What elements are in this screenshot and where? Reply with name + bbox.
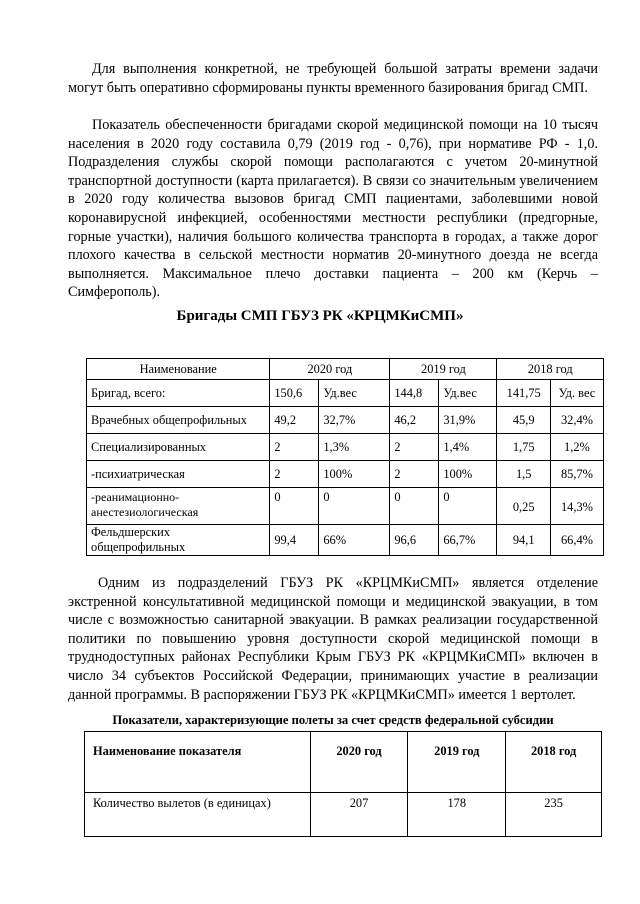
table-row (87, 434, 604, 461)
cell-2020: 150,6 (270, 380, 319, 407)
cell-2019: 2 (390, 461, 439, 488)
header-2018: 2018 год (497, 359, 604, 380)
cell-2019: 0 (390, 488, 439, 525)
cell-2020-share: 100% (319, 461, 390, 488)
cell-2018: 235 (506, 793, 602, 837)
header-2019: 2019 год (408, 732, 506, 793)
cell-2020: 49,2 (270, 407, 319, 434)
cell-2019-share: 1,4% (439, 434, 497, 461)
cell-2018-share: Уд. вес (550, 380, 603, 407)
row-name: Фельдшерских общепрофильных (87, 525, 270, 556)
header-indicator: Наименование показателя (85, 732, 311, 793)
header-2020: 2020 год (310, 732, 408, 793)
cell-2019-share: 100% (439, 461, 497, 488)
row-name: Количество вылетов (в единицах) (85, 793, 311, 837)
cell-2020: 0 (270, 488, 319, 525)
cell-2018: 0,25 (497, 488, 550, 525)
cell-2019-share: 66,7% (439, 525, 497, 556)
row-name: -психиатрическая (87, 461, 270, 488)
cell-2018: 94,1 (497, 525, 550, 556)
cell-2020-share: 32,7% (319, 407, 390, 434)
cell-2020: 207 (310, 793, 408, 837)
table-row (85, 793, 602, 837)
table-header-row (85, 732, 602, 793)
cell-2019-share: 31,9% (439, 407, 497, 434)
cell-2019: 178 (408, 793, 506, 837)
table-row (87, 380, 604, 407)
table-row (87, 461, 604, 488)
table1-title: Бригады СМП ГБУЗ РК «КРЦМКиСМП» (176, 308, 464, 324)
cell-2020: 2 (270, 461, 319, 488)
cell-2019-share: Уд.вес (439, 380, 497, 407)
paragraph-temporary-bases: Для выполнения конкретной, не требующей большой затраты времени задачи могут быть оперативно сформированы пункты временного базирования бригад СМП. (68, 61, 598, 96)
cell-2018-share: 32,4% (550, 407, 603, 434)
cell-2018-share: 1,2% (550, 434, 603, 461)
cell-2019: 96,6 (390, 525, 439, 556)
brigades-table (86, 358, 604, 556)
row-name: Бригад, всего: (87, 380, 270, 407)
cell-2018-share: 85,7% (550, 461, 603, 488)
cell-2019: 144,8 (390, 380, 439, 407)
paragraph-provision-indicator: Показатель обеспеченности бригадами скорой медицинской помощи на 10 тысяч населения в 2020 году составила 0,79 (2019 год - 0,76), при нормативе РФ - 1,0. Подразделения службы скорой помощи располагаются с учетом 20-минутной транспортной доступности (карта прилагается). В связи со значительным увеличением в 2020 году количества вызовов бригад СМП пациентами, заболевшими новой коронавирусной инфекцией, особенностями местности республики (предгорные, горные участки), наличия большого количества транспорта в городах, а также дорог плохого качества в сельской местности норматив 20-минутного доезда не всегда выполняется. Максимальное плечо доставки пациента – 200 км (Керчь – Симферополь). (68, 117, 598, 301)
table-row (87, 407, 604, 434)
cell-2020: 99,4 (270, 525, 319, 556)
cell-2018: 45,9 (497, 407, 550, 434)
row-name: -реанимационно-анестезиологическая (87, 488, 270, 525)
cell-2019: 46,2 (390, 407, 439, 434)
table2-title: Показатели, характеризующие полеты за счет средств федеральной субсидии (112, 713, 554, 727)
cell-2018: 141,75 (497, 380, 550, 407)
header-2020: 2020 год (270, 359, 390, 380)
header-name: Наименование (87, 359, 270, 380)
header-2018: 2018 год (506, 732, 602, 793)
flights-table (84, 731, 602, 837)
cell-2020-share: Уд.вес (319, 380, 390, 407)
header-2019: 2019 год (390, 359, 497, 380)
row-name: Специализированных (87, 434, 270, 461)
cell-2018: 1,75 (497, 434, 550, 461)
cell-2019: 2 (390, 434, 439, 461)
row-name: Врачебных общепрофильных (87, 407, 270, 434)
paragraph-air-ambulance: Одним из подразделений ГБУЗ РК «КРЦМКиСМП» является отделение экстренной консультативной медицинской помощи и медицинской эвакуации, в том числе с возможностью санитарной эвакуации. В рамках реализации государственной политики по повышению уровня доступности скорой медицинской помощи в труднодоступных районах Республики Крым ГБУЗ РК «КРЦМКиСМП» включен в число 34 субъектов Российской Федерации, принимающих участие в реализации данной программы. В распоряжении ГБУЗ РК «КРЦМКиСМП» имеется 1 вертолет. (68, 575, 598, 703)
cell-2018-share: 14,3% (550, 488, 603, 525)
cell-2018: 1,5 (497, 461, 550, 488)
table-row (87, 488, 604, 525)
cell-2020-share: 66% (319, 525, 390, 556)
cell-2018-share: 66,4% (550, 525, 603, 556)
table-header-row (87, 359, 604, 380)
cell-2020-share: 0 (319, 488, 390, 525)
cell-2019-share: 0 (439, 488, 497, 525)
cell-2020: 2 (270, 434, 319, 461)
cell-2020-share: 1,3% (319, 434, 390, 461)
table-row (87, 525, 604, 556)
